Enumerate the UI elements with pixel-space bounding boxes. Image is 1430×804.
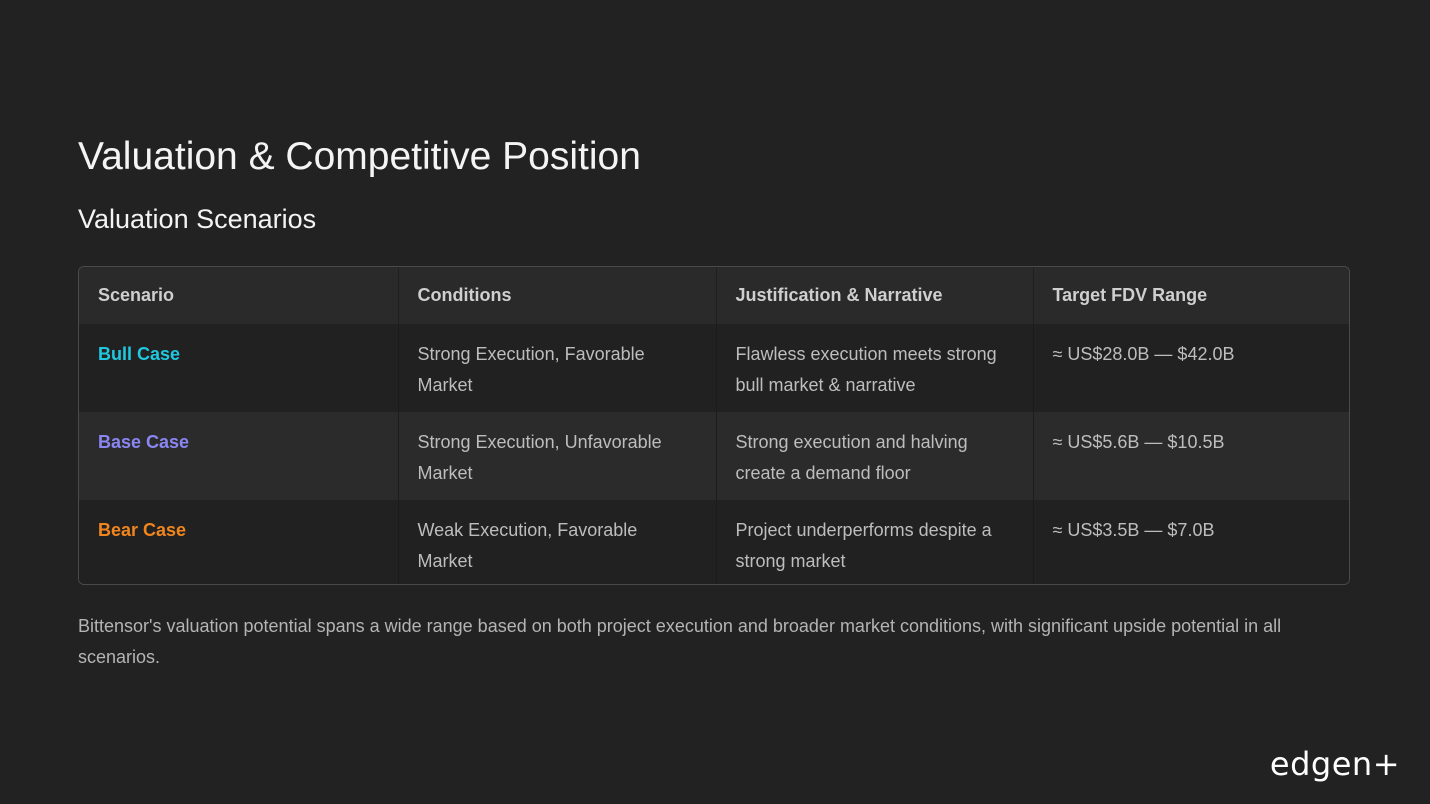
justification-cell: Strong execution and halving create a demand floor [716, 412, 1033, 500]
target-fdv-cell: ≈ US$3.5B — $7.0B [1033, 500, 1350, 585]
table-row [79, 500, 1350, 585]
scenario-label: Bull Case [98, 344, 181, 364]
section-subtitle: Valuation Scenarios [78, 204, 317, 234]
summary-footnote: Bittensor's valuation potential spans a wide range based on both project execution and broader market conditions, with significant upside potential in all scenarios. [78, 616, 1282, 667]
header-conditions: Conditions [398, 267, 716, 324]
edgen-logo: edgen+ [1269, 745, 1400, 783]
conditions-cell: Strong Execution, Favorable Market [398, 324, 716, 412]
header-target-fdv: Target FDV Range [1033, 267, 1350, 324]
valuation-table [78, 266, 1350, 585]
justification-cell: Project underperforms despite a strong market [716, 500, 1033, 585]
page-title: Valuation & Competitive Position [78, 135, 641, 178]
table-header-row [79, 267, 1350, 324]
table-row [79, 412, 1350, 500]
header-justification: Justification & Narrative [716, 267, 1033, 324]
table-row [79, 324, 1350, 412]
justification-cell: Flawless execution meets strong bull market & narrative [716, 324, 1033, 412]
conditions-cell: Weak Execution, Favorable Market [398, 500, 716, 585]
scenario-label: Bear Case [98, 520, 187, 540]
header-scenario: Scenario [98, 285, 175, 305]
scenario-label: Base Case [98, 432, 190, 452]
target-fdv-cell: ≈ US$5.6B — $10.5B [1033, 412, 1350, 500]
target-fdv-cell: ≈ US$28.0B — $42.0B [1033, 324, 1350, 412]
conditions-cell: Strong Execution, Unfavorable Market [398, 412, 716, 500]
